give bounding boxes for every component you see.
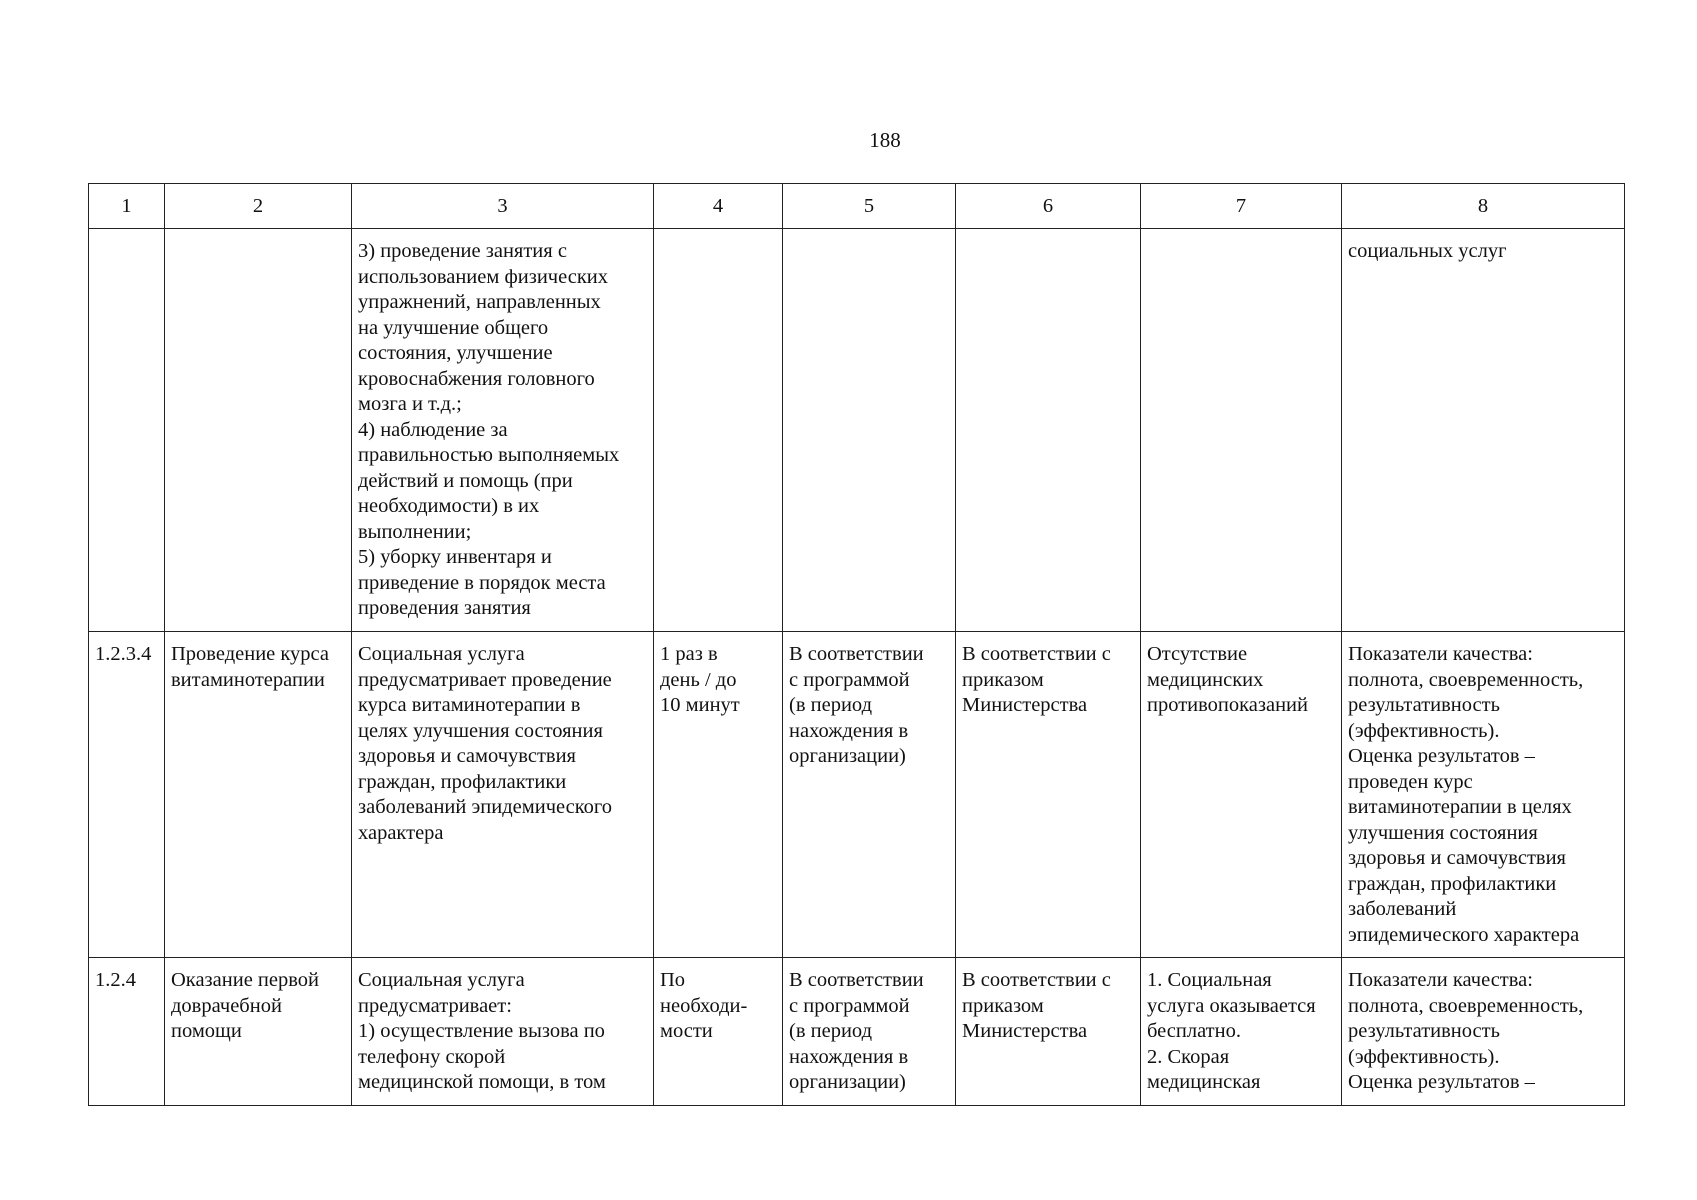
quality-indicators-cell (1342, 958, 1625, 1106)
cell-text-line: нахождения в (789, 1045, 909, 1068)
table-header-row (89, 184, 1625, 229)
table-row (89, 958, 1625, 1106)
cell-text-line: витаминотерапии в целях (1348, 796, 1572, 818)
cell-text-line: Оказание первой (171, 969, 319, 991)
cell-text-line: полнота, своевременность, (1348, 994, 1584, 1017)
cell-text-line: кровоснабжения головного (358, 367, 595, 390)
service-description-cell (352, 632, 654, 958)
cell-text-line: 5) уборку инвентаря и (358, 546, 552, 568)
cell-text-line: состояния, улучшение (358, 342, 553, 364)
cell-text-line: день / до (660, 668, 737, 691)
cell-text-line: В соответствии с (962, 969, 1111, 991)
service-term-cell (783, 229, 956, 632)
cell-text-line: необходимости) в их (358, 495, 540, 517)
quality-indicators-cell (1342, 632, 1625, 958)
services-table (88, 183, 1625, 1106)
service-frequency-cell (654, 958, 783, 1106)
column-header: 6 (956, 184, 1141, 229)
cell-text-line: проведения занятия (358, 597, 531, 619)
service-description-cell (352, 229, 654, 632)
cell-text-line: результативность (1348, 694, 1500, 716)
cell-text-line: Показатели качества: (1348, 643, 1533, 665)
cell-text-line: Социальная услуга (358, 643, 525, 665)
column-header: 3 (352, 184, 654, 229)
cell-text-line: улучшения состояния (1348, 821, 1538, 844)
cell-text-line: приказом (962, 668, 1044, 691)
cell-text-line: услуга оказывается (1147, 994, 1316, 1017)
cell-text-line: результативность (1348, 1020, 1500, 1042)
cell-text-line: В соответствии (789, 969, 924, 991)
cell-text-line: 1. Социальная (1147, 969, 1272, 991)
cell-text-line: организации) (789, 745, 906, 767)
cell-text-line: на улучшение общего (358, 316, 549, 339)
service-term-cell (783, 958, 956, 1106)
cell-text-line: 4) наблюдение за (358, 418, 508, 441)
column-header: 5 (783, 184, 956, 229)
service-description-cell (352, 958, 654, 1106)
cell-text-line: с программой (789, 668, 910, 691)
column-header: 1 (89, 184, 165, 229)
service-name-cell (165, 229, 352, 632)
cell-text-line: необходи- (660, 994, 748, 1017)
cell-text-line: В соответствии (789, 643, 924, 665)
cell-text-line: противопоказаний (1147, 694, 1308, 716)
column-header: 7 (1141, 184, 1342, 229)
service-conditions-cell (1141, 958, 1342, 1106)
cell-text-line: мозга и т.д.; (358, 393, 462, 415)
cell-text-line: выполнении; (358, 520, 472, 543)
cell-text-line: с программой (789, 994, 910, 1017)
cell-text-line: предусматривает проведение (358, 668, 612, 691)
cell-text-line: упражнений, направленных (358, 291, 601, 313)
cell-text-line: эпидемического характера (1348, 923, 1580, 946)
cell-text-line: помощи (171, 1020, 242, 1042)
cell-text-line: социальных услуг (1348, 240, 1507, 262)
cell-text-line: медицинской помощи, в том (358, 1071, 606, 1093)
cell-text-line: заболеваний (1348, 898, 1457, 920)
cell-text-line: 1 раз в (660, 643, 718, 665)
cell-text-line: Проведение курса (171, 643, 330, 665)
service-name-cell (165, 632, 352, 958)
column-header: 2 (165, 184, 352, 229)
cell-text-line: Показатели качества: (1348, 969, 1533, 991)
service-term-cell (783, 632, 956, 958)
cell-text-line: 2. Скорая (1147, 1045, 1230, 1068)
cell-text-line: граждан, профилактики (358, 770, 567, 793)
column-header: 4 (654, 184, 783, 229)
cell-text-line: Оценка результатов – (1348, 1071, 1535, 1093)
service-frequency-cell (654, 229, 783, 632)
cell-text-line: организации) (789, 1071, 906, 1093)
cell-text-line: характера (358, 821, 444, 844)
cell-text-line: действий и помощь (при (358, 469, 573, 492)
service-frequency-cell (654, 632, 783, 958)
table-row (89, 632, 1625, 958)
service-name-cell (165, 958, 352, 1106)
cell-text-line: (эффективность). (1348, 719, 1500, 742)
cell-text-line: заболеваний эпидемического (358, 796, 613, 818)
cell-text-line: 10 минут (660, 694, 740, 716)
cell-text-line: медицинских (1147, 668, 1264, 691)
cell-text-line: правильностью выполняемых (358, 444, 620, 466)
cell-text-line: проведен курс (1348, 770, 1473, 793)
cell-text-line: целях улучшения состояния (358, 719, 603, 742)
cell-text-line: доврачебной (171, 994, 282, 1017)
service-cost-cell (956, 958, 1141, 1106)
cell-text-line: бесплатно. (1147, 1020, 1241, 1042)
cell-text-line: Социальная услуга (358, 969, 525, 991)
cell-text-line: В соответствии с (962, 643, 1111, 665)
cell-text-line: витаминотерапии (171, 668, 325, 691)
service-cost-cell (956, 632, 1141, 958)
cell-text-line: Министерства (962, 694, 1088, 716)
service-conditions-cell (1141, 632, 1342, 958)
cell-text-line: Министерства (962, 1020, 1088, 1042)
cell-text-line: телефону скорой (358, 1045, 506, 1068)
cell-text-line: нахождения в (789, 719, 909, 742)
cell-text-line: приведение в порядок места (358, 571, 606, 594)
cell-text-line: граждан, профилактики (1348, 872, 1557, 895)
cell-text-line: Отсутствие (1147, 643, 1248, 665)
cell-text-line: 3) проведение занятия с (358, 240, 567, 262)
column-header: 8 (1342, 184, 1625, 229)
row-number-cell (89, 229, 165, 632)
service-conditions-cell (1141, 229, 1342, 632)
quality-indicators-cell (1342, 229, 1625, 632)
row-number-cell: 1.2.3.4 (89, 632, 165, 958)
cell-text-line: (в период (789, 694, 873, 716)
cell-text-line: здоровья и самочувствия (358, 745, 576, 767)
cell-text-line: использованием физических (358, 265, 608, 288)
cell-text-line: полнота, своевременность, (1348, 668, 1584, 691)
cell-text-line: курса витаминотерапии в (358, 694, 581, 716)
table-row (89, 229, 1625, 632)
service-cost-cell (956, 229, 1141, 632)
cell-text-line: мости (660, 1020, 713, 1042)
cell-text-line: (эффективность). (1348, 1045, 1500, 1068)
cell-text-line: Оценка результатов – (1348, 745, 1535, 767)
cell-text-line: здоровья и самочувствия (1348, 847, 1566, 869)
row-number-cell: 1.2.4 (89, 958, 165, 1106)
cell-text-line: 1) осуществление вызова по (358, 1020, 605, 1042)
cell-text-line: предусматривает: (358, 994, 512, 1017)
cell-text-line: приказом (962, 994, 1044, 1017)
page-number: 188 (869, 128, 901, 152)
cell-text-line: По (660, 969, 686, 991)
cell-text-line: медицинская (1147, 1071, 1261, 1093)
cell-text-line: (в период (789, 1020, 873, 1042)
